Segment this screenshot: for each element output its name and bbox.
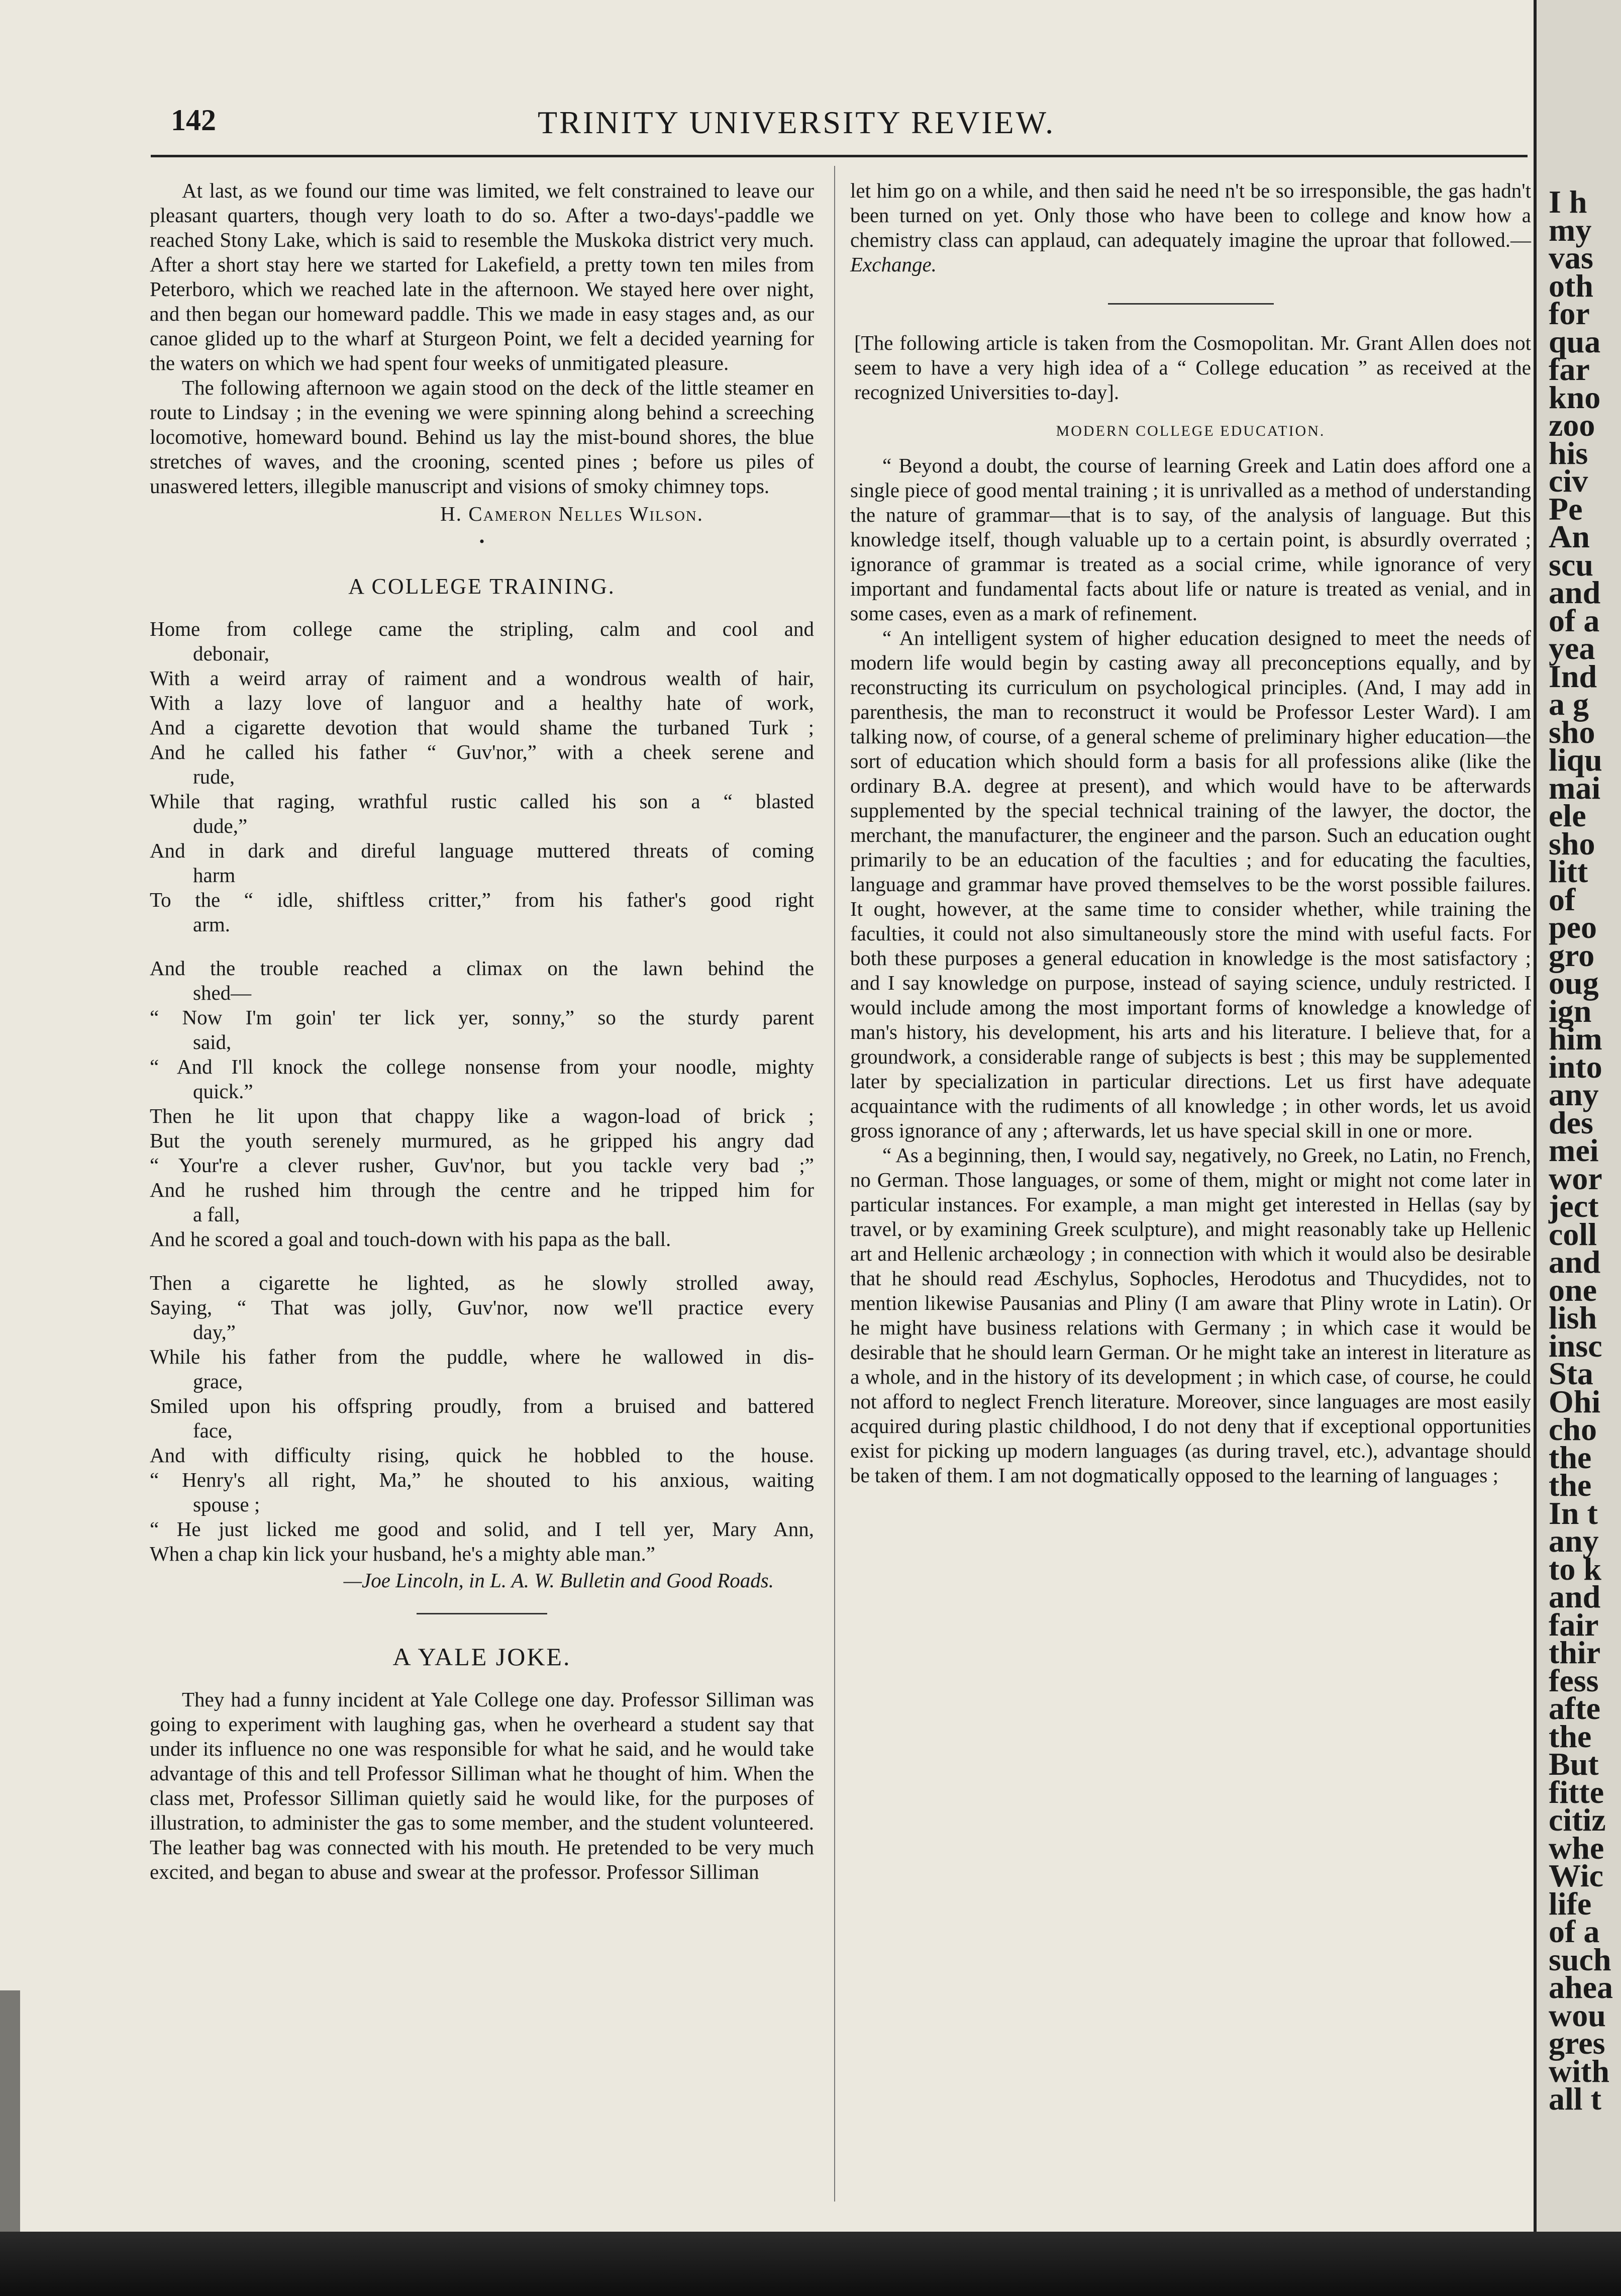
adjacent-page-fragment: oth: [1549, 267, 1593, 304]
poem-line: arm.: [193, 913, 230, 936]
running-title: TRINITY UNIVERSITY REVIEW.: [538, 105, 1056, 140]
adjacent-page-fragment: his: [1549, 435, 1588, 471]
adjacent-page-fragment: litt: [1549, 853, 1588, 889]
adjacent-page-fragment: any: [1549, 1523, 1599, 1559]
poem-line: “ And I'll knock the college nonsense from your noodle, mighty: [150, 1055, 814, 1078]
adjacent-page-fragment: peo: [1549, 909, 1597, 945]
adjacent-page-fragment: and: [1549, 575, 1601, 610]
poem-line: face,: [193, 1419, 233, 1442]
adjacent-page-fragment: wou: [1549, 1997, 1606, 2033]
poem-line: quick.”: [193, 1080, 253, 1103]
adjacent-page-fragment: Ohi: [1549, 1383, 1601, 1419]
yale-continuation-text: let him go on a while, and then said he need n't be so irresponsible, the gas hadn't been turned on yet. Only those who have been to college and know how a chemistry class can applaud, can adequately imagine the uproar that followed.—: [850, 179, 1531, 251]
poem-stanza-2: [150, 956, 814, 1252]
adjacent-page-fragment: ahea: [1549, 1969, 1613, 2005]
poem-line: And with difficulty rising, quick he hobbled to the house.: [150, 1444, 814, 1467]
poem-line: “ He just licked me good and solid, and I tell yer, Mary Ann,: [150, 1517, 814, 1541]
adjacent-page-fragment: a g: [1549, 686, 1589, 722]
poem-line: “ Your're a clever rusher, Guv'nor, but you tackle very bad ;”: [150, 1154, 814, 1177]
poem-line: grace,: [193, 1370, 243, 1393]
travel-paragraph-1: At last, as we found our time was limited, we felt constrained to leave our pleasant quarters, though very loath to do so. After a two-days'-paddle we reached Stony Lake, which is said to resemble the Muskoka district very much. After a short stay here we started for Lakefield, a pretty town ten miles from Peterboro, which we reached late in the afternoon. We stayed here over night, and then began our homeward paddle. This we made in easy stages and, as our canoe glided up to the wharf at Sturgeon Point, we felt a decided yearning for the waters on which we had spent four weeks of unmitigated pleasure.: [150, 179, 814, 374]
adjacent-page-fragment: fair: [1549, 1606, 1599, 1643]
adjacent-page-fragment: the: [1549, 1439, 1592, 1475]
adjacent-page-fragment: kno: [1549, 379, 1601, 415]
adjacent-page-fragment: fitte: [1549, 1774, 1604, 1810]
adjacent-page-fragment: civ: [1549, 463, 1588, 499]
poem-line: And in dark and direful language muttered threats of coming: [150, 839, 814, 862]
poem-line: But the youth serenely murmured, as he gripped his angry dad: [150, 1129, 814, 1152]
article-paragraph-1: “ Beyond a doubt, the course of learning Greek and Latin does afford one a single piece of good mental training ; it is unrivalled as a method of understanding the nature of grammar—that is to say, of the analysis of language. But this knowledge itself, though valuable up to a certain point, is absurdly overrated ; ignorance of grammar is treated as a social crime, while ignorance of very important and fundamental facts about life or nature is treated as venial, and in some cases, even as a mark of refinement.: [850, 454, 1531, 625]
page-shadow-left: [0, 1990, 20, 2232]
adjacent-page-fragment: yea: [1549, 630, 1595, 666]
poem-line: a fall,: [193, 1203, 240, 1226]
adjacent-page-fragment: the: [1549, 1467, 1592, 1503]
adjacent-page-fragment: An: [1549, 519, 1590, 554]
adjacent-page-fragment: qua: [1549, 323, 1601, 359]
adjacent-page-fragment: insc: [1549, 1327, 1602, 1364]
article-paragraph-2: “ An intelligent system of higher education designed to meet the needs of modern life would begin by casting away all preconceptions equally, and by reconstructing its curriculum on psychological principles. (And, I may add in parenthesis, the man to reconstruct it would be Professor Lester Ward). I am talking now, of course, of a general scheme of preliminary higher education—the sort of education which should form a basis for all professions alike (like the ordinary B.A. degree at present), and which would have to be afterwards supplemented by the special technical training of the lawyer, the doctor, the merchant, the manufacturer, the engineer and the parson. Such an education ought primarily to be an education of the faculties ; and for educating the faculties, language and grammar have proved themselves to be the worst possible failures. It ought, however, at the same time to consider whether, while training the faculties, it could not also simultaneously store the mind with useful facts. For both these purposes a general education in knowledge is the most satisfactory ; and I say knowledge on purpose, instead of saying science, unduly restricted. I would include among the most important forms of knowledge a knowledge of man's history, his development, his arts and his literature. I believe that, for a groundwork, a considerable range of subjects is best ; this may be supplemented later by specialization in particular directions. Let us first have adequate acquaintance with the rudiments of all knowledge ; in other words, let us avoid gross ignorance of any ; afterwards, let us have special skill in one or more.: [850, 626, 1531, 1142]
adjacent-page-fragment: liqu: [1549, 742, 1602, 778]
adjacent-page-fragment: to k: [1549, 1551, 1601, 1587]
adjacent-page-edge: [1534, 0, 1621, 2296]
poem-line: While that raging, wrathful rustic called his son a “ blasted: [150, 790, 814, 813]
yale-joke-title: A YALE JOKE.: [392, 1643, 571, 1671]
adjacent-page-fragment: des: [1549, 1104, 1593, 1140]
article-title: MODERN COLLEGE EDUCATION.: [1056, 423, 1326, 439]
adjacent-page-fragment: gres: [1549, 2025, 1605, 2061]
poem-line: And a cigarette devotion that would shame the turbaned Turk ;: [150, 716, 814, 739]
poem-line: harm: [193, 864, 236, 887]
poem-line: shed—: [193, 981, 252, 1004]
poem-line: And the trouble reached a climax on the lawn behind the: [150, 956, 814, 980]
adjacent-page-fragment: him: [1549, 1021, 1602, 1057]
adjacent-page-fragment: into: [1549, 1048, 1602, 1085]
poem-line: While his father from the puddle, where he wallowed in dis-: [150, 1345, 814, 1368]
poem-line: Smiled upon his offspring proudly, from a bruised and battered: [150, 1394, 814, 1417]
travel-signature: H. Cameron Nelles Wilson.: [440, 502, 703, 525]
poem-line: said,: [193, 1030, 232, 1054]
right-column: [850, 178, 1531, 1488]
adjacent-page-fragment: I h: [1549, 184, 1587, 220]
adjacent-page-fragment: coll: [1549, 1216, 1597, 1252]
adjacent-page-fragment: with: [1549, 2053, 1609, 2089]
adjacent-page-fragment: fess: [1549, 1662, 1599, 1698]
adjacent-page-fragment: my: [1549, 212, 1592, 248]
adjacent-page-fragment: all t: [1549, 2081, 1601, 2117]
left-column: [150, 178, 814, 1884]
adjacent-page-fragment: Wic: [1549, 1858, 1604, 1893]
poem: [150, 617, 814, 1593]
adjacent-page-fragment: and: [1549, 1579, 1601, 1614]
adjacent-page-fragment: oug: [1549, 965, 1599, 1001]
adjacent-page-fragment: such: [1549, 1941, 1611, 1977]
poem-title: A COLLEGE TRAINING.: [348, 574, 616, 599]
adjacent-page-fragment: of a: [1549, 602, 1600, 638]
header-rule: [151, 155, 1528, 157]
yale-source: Exchange.: [850, 253, 937, 276]
adjacent-page-fragment: of a: [1549, 1914, 1600, 1949]
poem-line: And he rushed him through the centre and he tripped him for: [150, 1178, 814, 1201]
adjacent-page-fragment: In t: [1549, 1495, 1598, 1531]
poem-line: And he called his father “ Guv'nor,” with a cheek serene and: [150, 740, 814, 763]
poem-line: dude,”: [193, 814, 248, 837]
adjacent-page-fragment: cho: [1549, 1411, 1597, 1447]
travel-paragraph-2: The following afternoon we again stood on the deck of the little steamer en route to Lindsay ; in the evening we were spinning along behind a screeching locomotive, homeward bound. Behind us lay the mist-bound shores, the blue stretches of waves, and the crooning, scented pines ; before us piles of unaswered letters, illegible manuscript and visions of smoky chimney tops.: [150, 376, 814, 498]
adjacent-page-fragment: zoo: [1549, 407, 1595, 443]
poem-line: “ Henry's all right, Ma,” he shouted to his anxious, waiting: [150, 1468, 814, 1491]
poem-stanza-3: [150, 1271, 814, 1566]
poem-line: “ Now I'm goin' ter lick yer, sonny,” so the sturdy parent: [150, 1006, 814, 1029]
editor-note: [The following article is taken from the Cosmopolitan. Mr. Grant Allen does not seem to have a very high idea of a “ College education ” as received at the recognized Universities to-day].: [854, 331, 1531, 404]
adjacent-page-fragment: for: [1549, 296, 1590, 331]
poem-line: With a weird array of raiment and a wondrous wealth of hair,: [150, 666, 814, 690]
poem-line: With a lazy love of languor and a healthy hate of work,: [150, 691, 814, 714]
adjacent-page-fragment: Ind: [1549, 658, 1597, 694]
adjacent-page-fragment: sho: [1549, 714, 1595, 750]
poem-line: day,”: [193, 1320, 236, 1344]
article-paragraph-3: “ As a beginning, then, I would say, negatively, no Greek, no Latin, no French, no German. Those languages, or some of them, might or might not come later in particular instances. For example, a man might get interested in Hellas (say by travel, or by examining Greek sculpture), and might reasonably take up Hellenic art and Hellenic archæology ; in connection with which it would also be desirable that he should read Æschylus, Sophocles, Herodotus and Thucydides, not to mention likewise Pausanias and Pliny (I am aware that Pliny wrote in Latin). Or he might have business relations with Germany ; in which case it would be desirable that he should learn German. Or he might take an interest in literature as a whole, and in the history of its development ; in which case, of course, he could not afford to neglect French literature. Moreover, since languages are most easily acquired during plastic childhood, I do not deny that if exceptional opportunities exist for picking up modern languages (as during travel, etc.), advantage should be taken of them. I am not dogmatically opposed to the learning of languages ;: [850, 1143, 1531, 1487]
poem-line: debonair,: [193, 642, 270, 665]
adjacent-page-fragment: citiz: [1549, 1802, 1606, 1838]
poem-line: To the “ idle, shiftless critter,” from his father's good right: [150, 888, 814, 911]
adjacent-page-fragment: ign: [1549, 993, 1592, 1029]
adjacent-page-fragment: life: [1549, 1885, 1592, 1922]
adjacent-page-fragment: lish: [1549, 1300, 1597, 1335]
yale-joke-paragraph: They had a funny incident at Yale College one day. Professor Silliman was going to experiment with laughing gas, when he overheard a student say that under its influence no one was responsible for what he said, and he would take advantage of this and tell Professor Silliman what he thought of him. When the class met, Professor Silliman quietly said he would like, for the purposes of illustration, to administer the gas to some member, and the student volunteered. The leather bag was connected with his mouth. He pretended to be very much excited, and began to abuse and swear at the professor. Professor Silliman: [150, 1688, 814, 1883]
adjacent-page-fragment: one: [1549, 1272, 1597, 1308]
adjacent-page-fragment: vas: [1549, 240, 1593, 275]
adjacent-page-fragment: gro: [1549, 937, 1595, 973]
page-header: [151, 98, 1528, 153]
poem-line: And he scored a goal and touch-down with his papa as the ball.: [150, 1227, 671, 1251]
adjacent-page-fragment: mei: [1549, 1132, 1599, 1168]
poem-credit: —Joe Lincoln, in L. A. W. Bulletin and Good Roads.: [343, 1569, 774, 1592]
adjacent-page-fragment: and: [1549, 1244, 1601, 1280]
poem-line: rude,: [193, 765, 235, 788]
adjacent-page-fragment: far: [1549, 351, 1590, 387]
adjacent-page-fragment: wor: [1549, 1160, 1602, 1196]
adjacent-page-fragment: thir: [1549, 1635, 1601, 1670]
adjacent-page-fragment: But: [1549, 1746, 1599, 1782]
page-bottom-shadow: [0, 2232, 1621, 2296]
yale-joke-continuation: [850, 178, 1531, 277]
adjacent-page-fragment: scu: [1549, 546, 1593, 583]
adjacent-page-fragment: Sta: [1549, 1356, 1593, 1391]
poem-line: When a chap kin lick your husband, he's a mighty able man.”: [150, 1542, 655, 1565]
adjacent-page-fragment: ject: [1549, 1188, 1599, 1224]
adjacent-page-fragment: any: [1549, 1077, 1599, 1112]
adjacent-page-fragment: mai: [1549, 770, 1601, 806]
poem-line: Then a cigarette he lighted, as he slowly strolled away,: [150, 1271, 814, 1294]
adjacent-page-fragment: ele: [1549, 798, 1586, 833]
page-number: 142: [171, 104, 216, 137]
poem-line: spouse ;: [193, 1493, 260, 1516]
adjacent-page-fragment: the: [1549, 1718, 1592, 1754]
section-rule: [417, 1613, 547, 1614]
poem-line: Then he lit upon that chappy like a wagon-load of brick ;: [150, 1104, 814, 1127]
section-rule-right: [1108, 303, 1274, 305]
column-divider: [834, 166, 835, 2202]
adjacent-page-fragment: of: [1549, 881, 1576, 917]
adjacent-page-fragment: Pe: [1549, 491, 1583, 527]
section-ornament: •: [479, 533, 485, 550]
adjacent-page-fragment: sho: [1549, 825, 1595, 862]
poem-stanza-1: [150, 617, 814, 937]
adjacent-page-fragment: whe: [1549, 1830, 1604, 1866]
poem-line: Saying, “ That was jolly, Guv'nor, now we'll practice every: [150, 1296, 814, 1319]
adjacent-page-fragment: afte: [1549, 1690, 1601, 1726]
poem-line: Home from college came the stripling, calm and cool and: [150, 617, 814, 640]
